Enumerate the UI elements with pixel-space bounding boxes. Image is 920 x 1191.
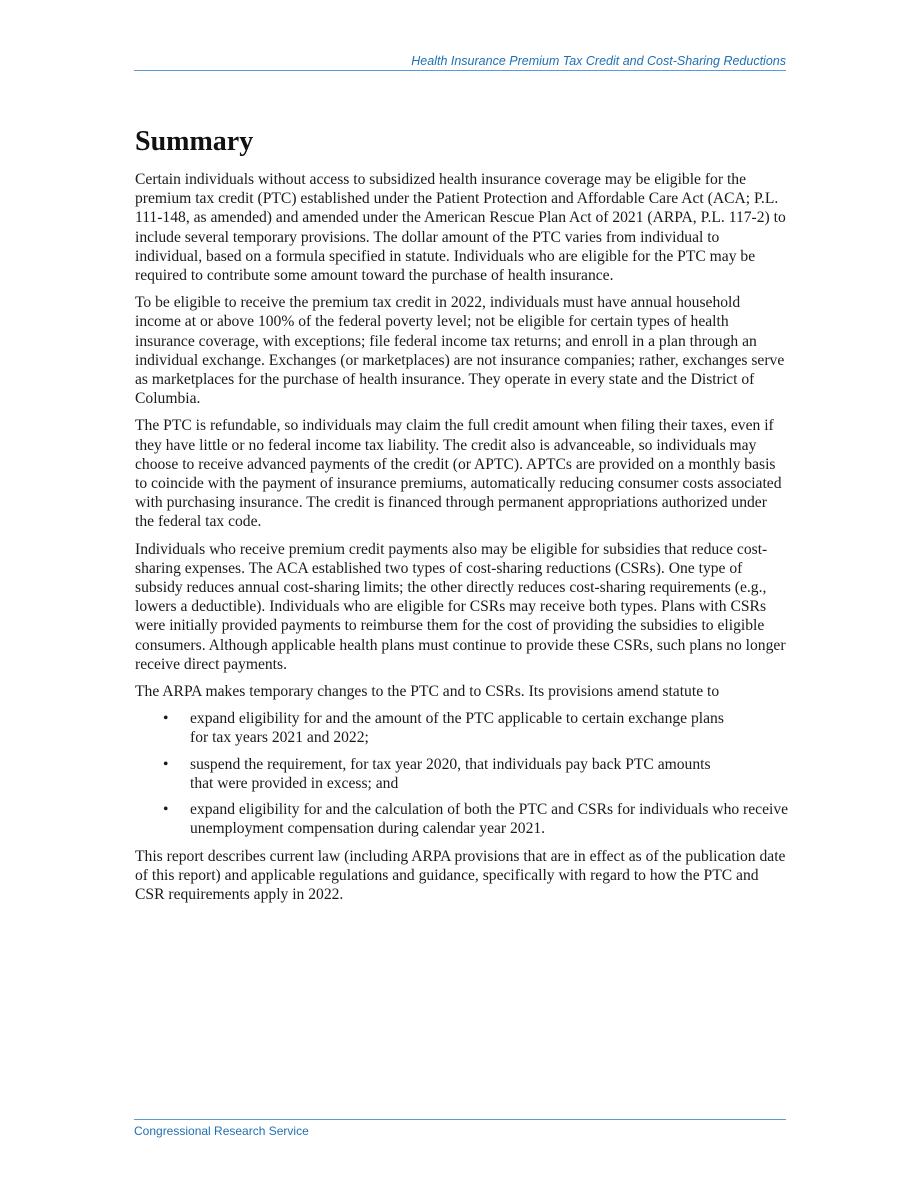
page-footer — [134, 1119, 786, 1138]
list-item — [135, 800, 790, 838]
list-item-text: suspend the requirement, for tax year 2020, that individuals pay back PTC amounts that were provided in excess; and — [190, 755, 711, 792]
paragraph-eligibility-requirements: To be eligible to receive the premium tax credit in 2022, individuals must have annual household income at or above 100% of the federal poverty level; not be eligible for certain types of health insurance coverage, with exceptions; file federal income tax returns; and enroll in a plan through an individual exchange. Exchanges (or marketplaces) are not insurance companies; rather, exchanges serve as marketplaces for the purchase of health insurance. They operate in every state and the District of Columbia. — [135, 294, 785, 408]
paragraph-report-scope: This report describes current law (including ARPA provisions that are in effect as of the publication date of this report) and applicable regulations and guidance, specifically with regard to how the PTC and CSR requirements apply in 2022. — [135, 847, 786, 903]
paragraph-cost-sharing: Individuals who receive premium credit payments also may be eligible for subsidies that reduce cost-sharing expenses. The ACA established two types of cost-sharing reductions (CSRs). One type of subsidy reduces annual cost-sharing limits; the other directly reduces cost-sharing requirements (e.g., lowers a deductible). Individuals who are eligible for CSRs may receive both types. Plans with CSRs were initially provided payments to reimburse them for the cost of providing the subsidies to eligible consumers. Although applicable health plans must continue to provide these CSRs, such plans no longer receive direct payments. — [135, 540, 786, 673]
section-title: Summary — [135, 126, 254, 157]
paragraph-refundable-credit: The PTC is refundable, so individuals may claim the full credit amount when filing their taxes, even if they have little or no federal income tax liability. The credit also is advanceable, so individuals may choose to receive advanced payments of the credit (or APTC). APTCs are provided on a monthly basis to coincide with the payment of insurance premiums, automatically reducing consumer costs associated with purchasing insurance. The credit is financed through permanent appropriations authorized under the federal tax code. — [135, 417, 782, 531]
arpa-provisions-list — [135, 709, 787, 838]
running-header: Health Insurance Premium Tax Credit and Cost-Sharing Reductions — [134, 54, 786, 71]
list-item-text: expand eligibility for and the calculation of both the PTC and CSRs for individuals who receive unemployment compensation during calendar year 2021. — [190, 801, 789, 838]
footer-org: Congressional Research Service — [134, 1124, 309, 1138]
bullet-icon: • — [163, 801, 169, 819]
bullet-icon: • — [163, 755, 169, 773]
list-item — [135, 755, 735, 793]
summary-section — [135, 124, 787, 912]
list-item-text: expand eligibility for and the amount of the PTC applicable to certain exchange plans for tax years 2021 and 2022; — [190, 710, 724, 747]
paragraph-arpa-changes: The ARPA makes temporary changes to the PTC and to CSRs. Its provisions amend statute to — [135, 683, 720, 701]
paragraph-eligibility-intro: Certain individuals without access to subsidized health insurance coverage may be eligible for the premium tax credit (PTC) established under the Patient Protection and Affordable Care Act (ACA; P.L. 111-148, as amended) and amended under the American Rescue Plan Act of 2021 (ARPA, P.L. 117-2) to include several temporary provisions. The dollar amount of the PTC varies from individual to individual, based on a formula specified in statute. Individuals who are eligible for the PTC may be required to contribute some amount toward the purchase of health insurance. — [135, 171, 786, 285]
bullet-icon: • — [163, 710, 169, 728]
list-item — [135, 709, 735, 747]
